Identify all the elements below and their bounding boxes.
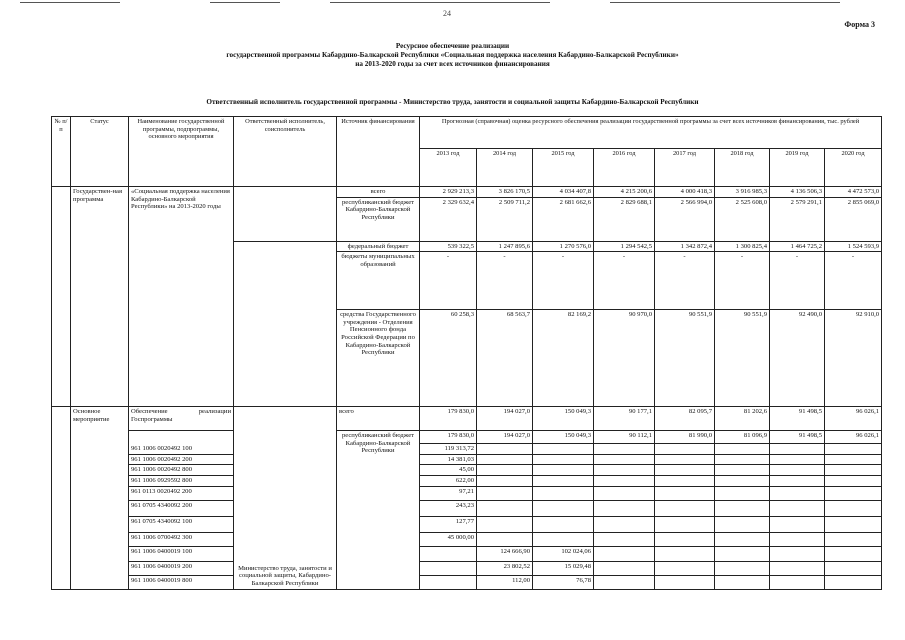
value-cell <box>533 500 594 516</box>
table-row <box>52 516 882 532</box>
value-cell <box>477 465 533 476</box>
doc-title-line-1: Ресурсное обеспечение реализации <box>395 42 510 50</box>
table-row <box>52 431 882 444</box>
measure-status: Основное мероприятие <box>71 407 129 589</box>
value-cell: 68 563,7 <box>477 310 533 407</box>
value-cell <box>715 475 770 486</box>
blank-cell <box>234 532 337 546</box>
value-cell: 15 029,48 <box>533 561 594 575</box>
budget-code: 961 1006 0020492 200 <box>129 454 234 465</box>
value-cell <box>825 465 882 476</box>
value-cell: 90 112,1 <box>594 431 655 444</box>
value-cell <box>770 546 825 561</box>
value-cell: 3 916 985,3 <box>715 187 770 198</box>
value-cell <box>825 561 882 575</box>
year-header: 2016 год <box>594 149 655 187</box>
value-cell: 150 049,3 <box>533 431 594 444</box>
value-cell: 4 034 407,8 <box>533 187 594 198</box>
value-cell <box>770 561 825 575</box>
value-cell <box>825 575 882 589</box>
value-cell <box>770 444 825 455</box>
value-cell <box>477 516 533 532</box>
budget-code: 961 1006 0929592 800 <box>129 475 234 486</box>
value-cell <box>533 516 594 532</box>
value-cell <box>770 532 825 546</box>
table-row <box>52 561 882 575</box>
value-cell: 150 049,3 <box>533 407 594 431</box>
value-cell <box>715 500 770 516</box>
value-cell: 2 579 291,1 <box>770 197 825 241</box>
resource-table <box>51 116 882 590</box>
value-cell <box>594 561 655 575</box>
value-cell: 2 855 069,0 <box>825 197 882 241</box>
form-label: Форма 3 <box>844 20 875 29</box>
value-cell <box>594 465 655 476</box>
value-cell: 179 830,0 <box>420 431 477 444</box>
source-cell: всего <box>337 187 420 198</box>
table-row <box>52 465 882 476</box>
source-cell: бюджеты муниципальных образований <box>337 252 420 310</box>
scan-line <box>330 2 550 3</box>
value-cell <box>655 546 715 561</box>
value-cell <box>715 546 770 561</box>
value-cell: 4 215 200,6 <box>594 187 655 198</box>
row-num <box>52 187 71 407</box>
value-cell: 45 000,00 <box>420 532 477 546</box>
value-cell: - <box>715 252 770 310</box>
col-num: № п/п <box>52 117 71 187</box>
row-num <box>52 407 71 589</box>
budget-code: 961 0113 0020492 200 <box>129 486 234 500</box>
value-cell <box>715 532 770 546</box>
value-cell <box>420 575 477 589</box>
value-cell <box>420 546 477 561</box>
value-cell: 23 802,52 <box>477 561 533 575</box>
value-cell <box>655 486 715 500</box>
value-cell: 194 027,0 <box>477 431 533 444</box>
table-row <box>52 546 882 561</box>
value-cell: - <box>770 252 825 310</box>
value-cell: 91 498,5 <box>770 407 825 431</box>
value-cell: 1 270 576,0 <box>533 241 594 252</box>
value-cell <box>477 486 533 500</box>
value-cell <box>655 575 715 589</box>
value-cell: 1 342 872,4 <box>655 241 715 252</box>
value-cell <box>594 500 655 516</box>
value-cell: 127,77 <box>420 516 477 532</box>
value-cell: 92 910,0 <box>825 310 882 407</box>
value-cell <box>533 444 594 455</box>
value-cell <box>715 575 770 589</box>
budget-code: 961 1006 0400019 200 <box>129 561 234 575</box>
value-cell <box>825 546 882 561</box>
value-cell <box>825 475 882 486</box>
value-cell: - <box>655 252 715 310</box>
blank-cell <box>234 475 337 486</box>
table-row <box>52 575 882 589</box>
budget-code: 961 1006 0400019 800 <box>129 575 234 589</box>
col-status: Статус <box>71 117 129 187</box>
value-cell: 81 990,0 <box>655 431 715 444</box>
program-name: «Социальная поддержка населения Кабардино-Балкарской Республики» на 2013-2020 годы <box>129 187 234 407</box>
program-executor <box>234 187 337 242</box>
value-cell <box>594 516 655 532</box>
value-cell <box>715 516 770 532</box>
source-cell: федеральный бюджет <box>337 241 420 252</box>
measure-name: Обеспечение реализации Госпрограммы <box>129 407 234 431</box>
table-row <box>52 532 882 546</box>
source-cell: республиканский бюджет Кабардино-Балкарской Республики <box>337 431 420 589</box>
table-row <box>52 407 882 431</box>
value-cell <box>770 516 825 532</box>
value-cell: 1 300 825,4 <box>715 241 770 252</box>
budget-code: 961 0705 4340092 100 <box>129 516 234 532</box>
col-forecast: Прогнозная (справочная) оценка ресурсного обеспечения реализации государственной программы за счет всех источников финансирования, тыс. рублей <box>420 117 882 149</box>
value-cell <box>715 444 770 455</box>
value-cell <box>655 516 715 532</box>
value-cell <box>533 465 594 476</box>
blank-cell <box>234 444 337 455</box>
value-cell: - <box>477 252 533 310</box>
value-cell: 1 294 542,5 <box>594 241 655 252</box>
value-cell <box>770 475 825 486</box>
source-cell: республиканский бюджет Кабардино-Балкарской Республики <box>337 197 420 241</box>
year-header: 2019 год <box>770 149 825 187</box>
value-cell: 1 247 895,6 <box>477 241 533 252</box>
year-header: 2015 год <box>533 149 594 187</box>
budget-code: 961 1006 0020492 800 <box>129 465 234 476</box>
value-cell <box>533 454 594 465</box>
value-cell <box>825 500 882 516</box>
value-cell <box>594 454 655 465</box>
scan-line <box>210 2 280 3</box>
value-cell: 92 490,0 <box>770 310 825 407</box>
col-source: Источник финансирования <box>337 117 420 187</box>
value-cell: 194 027,0 <box>477 407 533 431</box>
value-cell <box>477 454 533 465</box>
value-cell: 179 830,0 <box>420 407 477 431</box>
blank-cell <box>129 431 234 444</box>
value-cell: 243,23 <box>420 500 477 516</box>
scan-line <box>610 2 840 3</box>
value-cell <box>715 454 770 465</box>
blank-cell <box>234 500 337 516</box>
value-cell <box>477 444 533 455</box>
value-cell <box>477 500 533 516</box>
value-cell <box>715 561 770 575</box>
doc-title-line-2: государственной программы Кабардино-Балкарской Республики «Социальная поддержка населения Кабардино-Балкарской Республики» <box>226 51 679 59</box>
value-cell <box>655 532 715 546</box>
program-executor-lower <box>234 241 337 407</box>
value-cell: 124 666,90 <box>477 546 533 561</box>
value-cell: 2 329 632,4 <box>420 197 477 241</box>
value-cell: 2 509 711,2 <box>477 197 533 241</box>
value-cell: 45,00 <box>420 465 477 476</box>
value-cell: 2 566 994,0 <box>655 197 715 241</box>
value-cell: 1 464 725,2 <box>770 241 825 252</box>
budget-code: 961 0705 4340092 200 <box>129 500 234 516</box>
value-cell: - <box>533 252 594 310</box>
value-cell: 4 472 573,0 <box>825 187 882 198</box>
value-cell: 539 322,5 <box>420 241 477 252</box>
value-cell <box>594 486 655 500</box>
value-cell: 96 026,1 <box>825 407 882 431</box>
blank-cell <box>234 431 337 444</box>
value-cell <box>770 486 825 500</box>
value-cell <box>655 500 715 516</box>
value-cell <box>533 486 594 500</box>
executor-line: Ответственный исполнитель государственной программы - Министерство труда, занятости и социальной защиты Кабардино-Балкарской Республики <box>206 98 699 106</box>
value-cell <box>477 532 533 546</box>
year-header: 2013 год <box>420 149 477 187</box>
value-cell: 2 829 688,1 <box>594 197 655 241</box>
value-cell: 76,78 <box>533 575 594 589</box>
table-row <box>52 486 882 500</box>
value-cell <box>594 546 655 561</box>
value-cell: 60 258,3 <box>420 310 477 407</box>
table-row <box>52 187 882 198</box>
value-cell: 119 313,72 <box>420 444 477 455</box>
table-row <box>52 475 882 486</box>
value-cell: - <box>594 252 655 310</box>
value-cell: 2 525 608,0 <box>715 197 770 241</box>
scan-line <box>20 2 120 3</box>
value-cell: 112,00 <box>477 575 533 589</box>
value-cell <box>655 465 715 476</box>
value-cell <box>655 475 715 486</box>
value-cell: 81 202,6 <box>715 407 770 431</box>
value-cell: 90 551,9 <box>715 310 770 407</box>
value-cell <box>825 516 882 532</box>
value-cell: 2 929 213,3 <box>420 187 477 198</box>
value-cell <box>655 444 715 455</box>
value-cell: 14 381,03 <box>420 454 477 465</box>
budget-code: 961 1006 0020492 100 <box>129 444 234 455</box>
value-cell <box>594 532 655 546</box>
value-cell <box>770 575 825 589</box>
value-cell: 90 551,9 <box>655 310 715 407</box>
table-row <box>52 444 882 455</box>
value-cell: 81 096,9 <box>715 431 770 444</box>
col-executor: Ответственный исполнитель, соисполнитель <box>234 117 337 187</box>
source-cell: средства Государственного учреждения - Отделения Пенсионного фонда Российской Федерации по Кабардино-Балкарской Республики <box>337 310 420 407</box>
year-header: 2014 год <box>477 149 533 187</box>
value-cell: 3 826 170,5 <box>477 187 533 198</box>
value-cell <box>770 454 825 465</box>
value-cell: 91 498,5 <box>770 431 825 444</box>
value-cell <box>594 444 655 455</box>
value-cell: 4 000 418,3 <box>655 187 715 198</box>
table-row <box>52 500 882 516</box>
value-cell <box>825 454 882 465</box>
value-cell: 90 970,0 <box>594 310 655 407</box>
program-status: Государствен-ная программа <box>71 187 129 407</box>
value-cell <box>715 486 770 500</box>
blank-cell <box>234 465 337 476</box>
value-cell <box>825 444 882 455</box>
value-cell: - <box>420 252 477 310</box>
value-cell <box>594 475 655 486</box>
year-header: 2020 год <box>825 149 882 187</box>
value-cell <box>825 486 882 500</box>
value-cell <box>533 475 594 486</box>
value-cell: - <box>825 252 882 310</box>
value-cell <box>770 500 825 516</box>
budget-code: 961 1006 0700492 300 <box>129 532 234 546</box>
blank-cell <box>234 516 337 532</box>
value-cell: 622,00 <box>420 475 477 486</box>
value-cell: 97,21 <box>420 486 477 500</box>
page-mark: 24 <box>443 9 451 18</box>
table-row <box>52 454 882 465</box>
value-cell <box>594 575 655 589</box>
value-cell <box>655 561 715 575</box>
blank-cell <box>234 454 337 465</box>
value-cell <box>715 465 770 476</box>
doc-title-line-3: на 2013-2020 годы за счет всех источников финансирования <box>355 60 550 68</box>
blank-cell <box>234 486 337 500</box>
value-cell <box>477 475 533 486</box>
value-cell <box>825 532 882 546</box>
measure-executor-top <box>234 407 337 431</box>
value-cell: 102 024,06 <box>533 546 594 561</box>
value-cell: 1 524 593,9 <box>825 241 882 252</box>
value-cell: 82 095,7 <box>655 407 715 431</box>
col-name: Наименование государственной программы, подпрограммы, основного мероприятия <box>129 117 234 187</box>
budget-code: 961 1006 0400019 100 <box>129 546 234 561</box>
value-cell <box>533 532 594 546</box>
year-header: 2018 год <box>715 149 770 187</box>
value-cell: 90 177,1 <box>594 407 655 431</box>
year-header: 2017 год <box>655 149 715 187</box>
value-cell: 4 136 506,3 <box>770 187 825 198</box>
value-cell: 96 026,1 <box>825 431 882 444</box>
value-cell <box>420 561 477 575</box>
value-cell <box>770 465 825 476</box>
value-cell: 82 169,2 <box>533 310 594 407</box>
value-cell: 2 681 662,6 <box>533 197 594 241</box>
value-cell <box>655 454 715 465</box>
source-cell: всего <box>337 407 420 431</box>
measure-executor: Министерство труда, занятости и социальной защиты, Кабардино-Балкарской Республики <box>234 546 337 589</box>
